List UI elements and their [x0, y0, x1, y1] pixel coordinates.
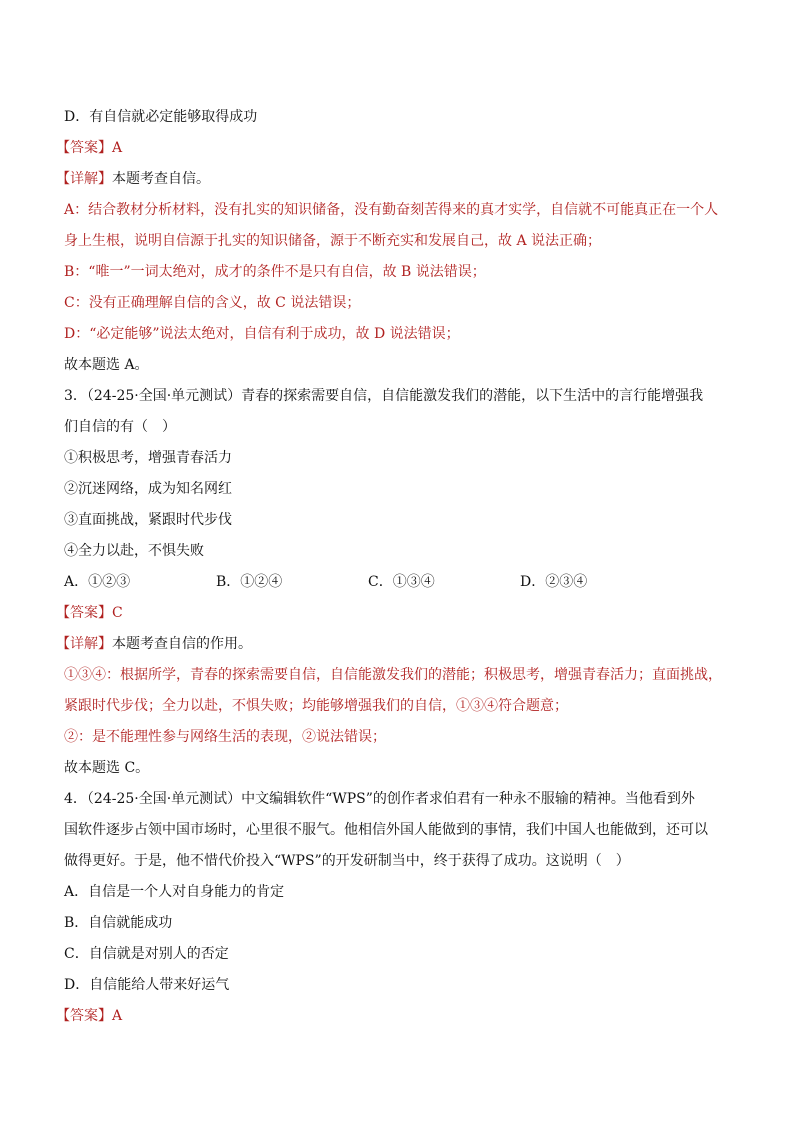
q3-detail: [56, 629, 732, 660]
analysis-line: ①③④：根据所学，青春的探索需要自信，自信能激发我们的潜能；积极思考，增强青春活力；直面挑战，: [64, 667, 722, 683]
answer-tag: 【答案】: [56, 605, 112, 621]
q4-stem-line: 做得更好。于是，他不惜代价投入“WPS”的开发研制当中，终于获得了成功。这说明（ ）: [64, 853, 630, 869]
q4-stem-line: 国软件逐步占领中国市场时，心里很不服气。他相信外国人能做到的事情，我们中国人也能做到，还可以: [64, 822, 708, 838]
q3-answer: [56, 598, 732, 629]
answer-value: A: [112, 1008, 123, 1024]
q2-detail: [56, 164, 732, 195]
q3-stem-line: 3．（24-25·全国·单元测试）青春的探索需要自信，自信能激发我们的潜能，以下生活中的言行能增强我: [64, 388, 704, 404]
q3-item: ②沉迷网络，成为知名网红: [64, 481, 232, 497]
detail-tag: 【详解】: [56, 171, 112, 187]
q3-item: ①积极思考，增强青春活力: [64, 450, 232, 466]
q2-answer: [56, 133, 732, 164]
analysis-line: B：“唯一”一词太绝对，成才的条件不是只有自信，故 B 说法错误；: [64, 264, 486, 280]
q3-stem-line: 们自信的有（ ）: [64, 419, 176, 435]
detail-intro: 本题考查自信的作用。: [112, 636, 252, 652]
q2-option-d: D．有自信就必定能够取得成功: [64, 109, 258, 125]
q4-option: D．自信能给人带来好运气: [64, 977, 230, 993]
analysis-line: ②：是不能理性参与网络生活的表现，②说法错误；: [64, 729, 386, 745]
q3-choice-b: B．①②④: [216, 574, 283, 590]
analysis-line: 紧跟时代步伐；全力以赴，不惧失败；均能够增强我们的自信，①③④符合题意；: [64, 698, 568, 714]
q3-choices: [64, 567, 732, 598]
q4-option: B．自信就能成功: [64, 915, 173, 931]
q3-choice-a: A．①②③: [64, 574, 131, 590]
q4-option: C．自信就是对别人的否定: [64, 946, 229, 962]
q3-item: ④全力以赴，不惧失败: [64, 543, 204, 559]
analysis-line: A：结合教材分析材料，没有扎实的知识储备，没有勤奋刻苦得来的真才实学，自信就不可能真正在一个人: [64, 202, 719, 218]
analysis-line: C：没有正确理解自信的含义，故 C 说法错误；: [64, 295, 361, 311]
detail-tag: 【详解】: [56, 636, 112, 652]
q3-conclusion: 故本题选 C。: [64, 760, 150, 776]
answer-value: C: [112, 605, 123, 621]
answer-tag: 【答案】: [56, 140, 112, 156]
analysis-line: 身上生根，说明自信源于扎实的知识储备，源于不断充实和发展自己，故 A 说法正确；: [64, 233, 602, 249]
q3-choice-c: C．①③④: [368, 574, 435, 590]
q3-item: ③直面挑战，紧跟时代步伐: [64, 512, 232, 528]
answer-value: A: [112, 140, 123, 156]
q2-conclusion: 故本题选 A。: [64, 357, 149, 373]
answer-tag: 【答案】: [56, 1008, 112, 1024]
q3-choice-d: D．②③④: [520, 574, 588, 590]
q4-option: A．自信是一个人对自身能力的肯定: [64, 884, 285, 900]
q4-answer: [56, 1001, 732, 1032]
detail-intro: 本题考查自信。: [112, 171, 210, 187]
q4-stem-line: 4．（24-25·全国·单元测试）中文编辑软件“WPS”的创作者求伯君有一种永不服输的精神。当他看到外: [64, 791, 695, 807]
analysis-line: D：“必定能够”说法太绝对，自信有利于成功，故 D 说法错误；: [64, 326, 460, 342]
